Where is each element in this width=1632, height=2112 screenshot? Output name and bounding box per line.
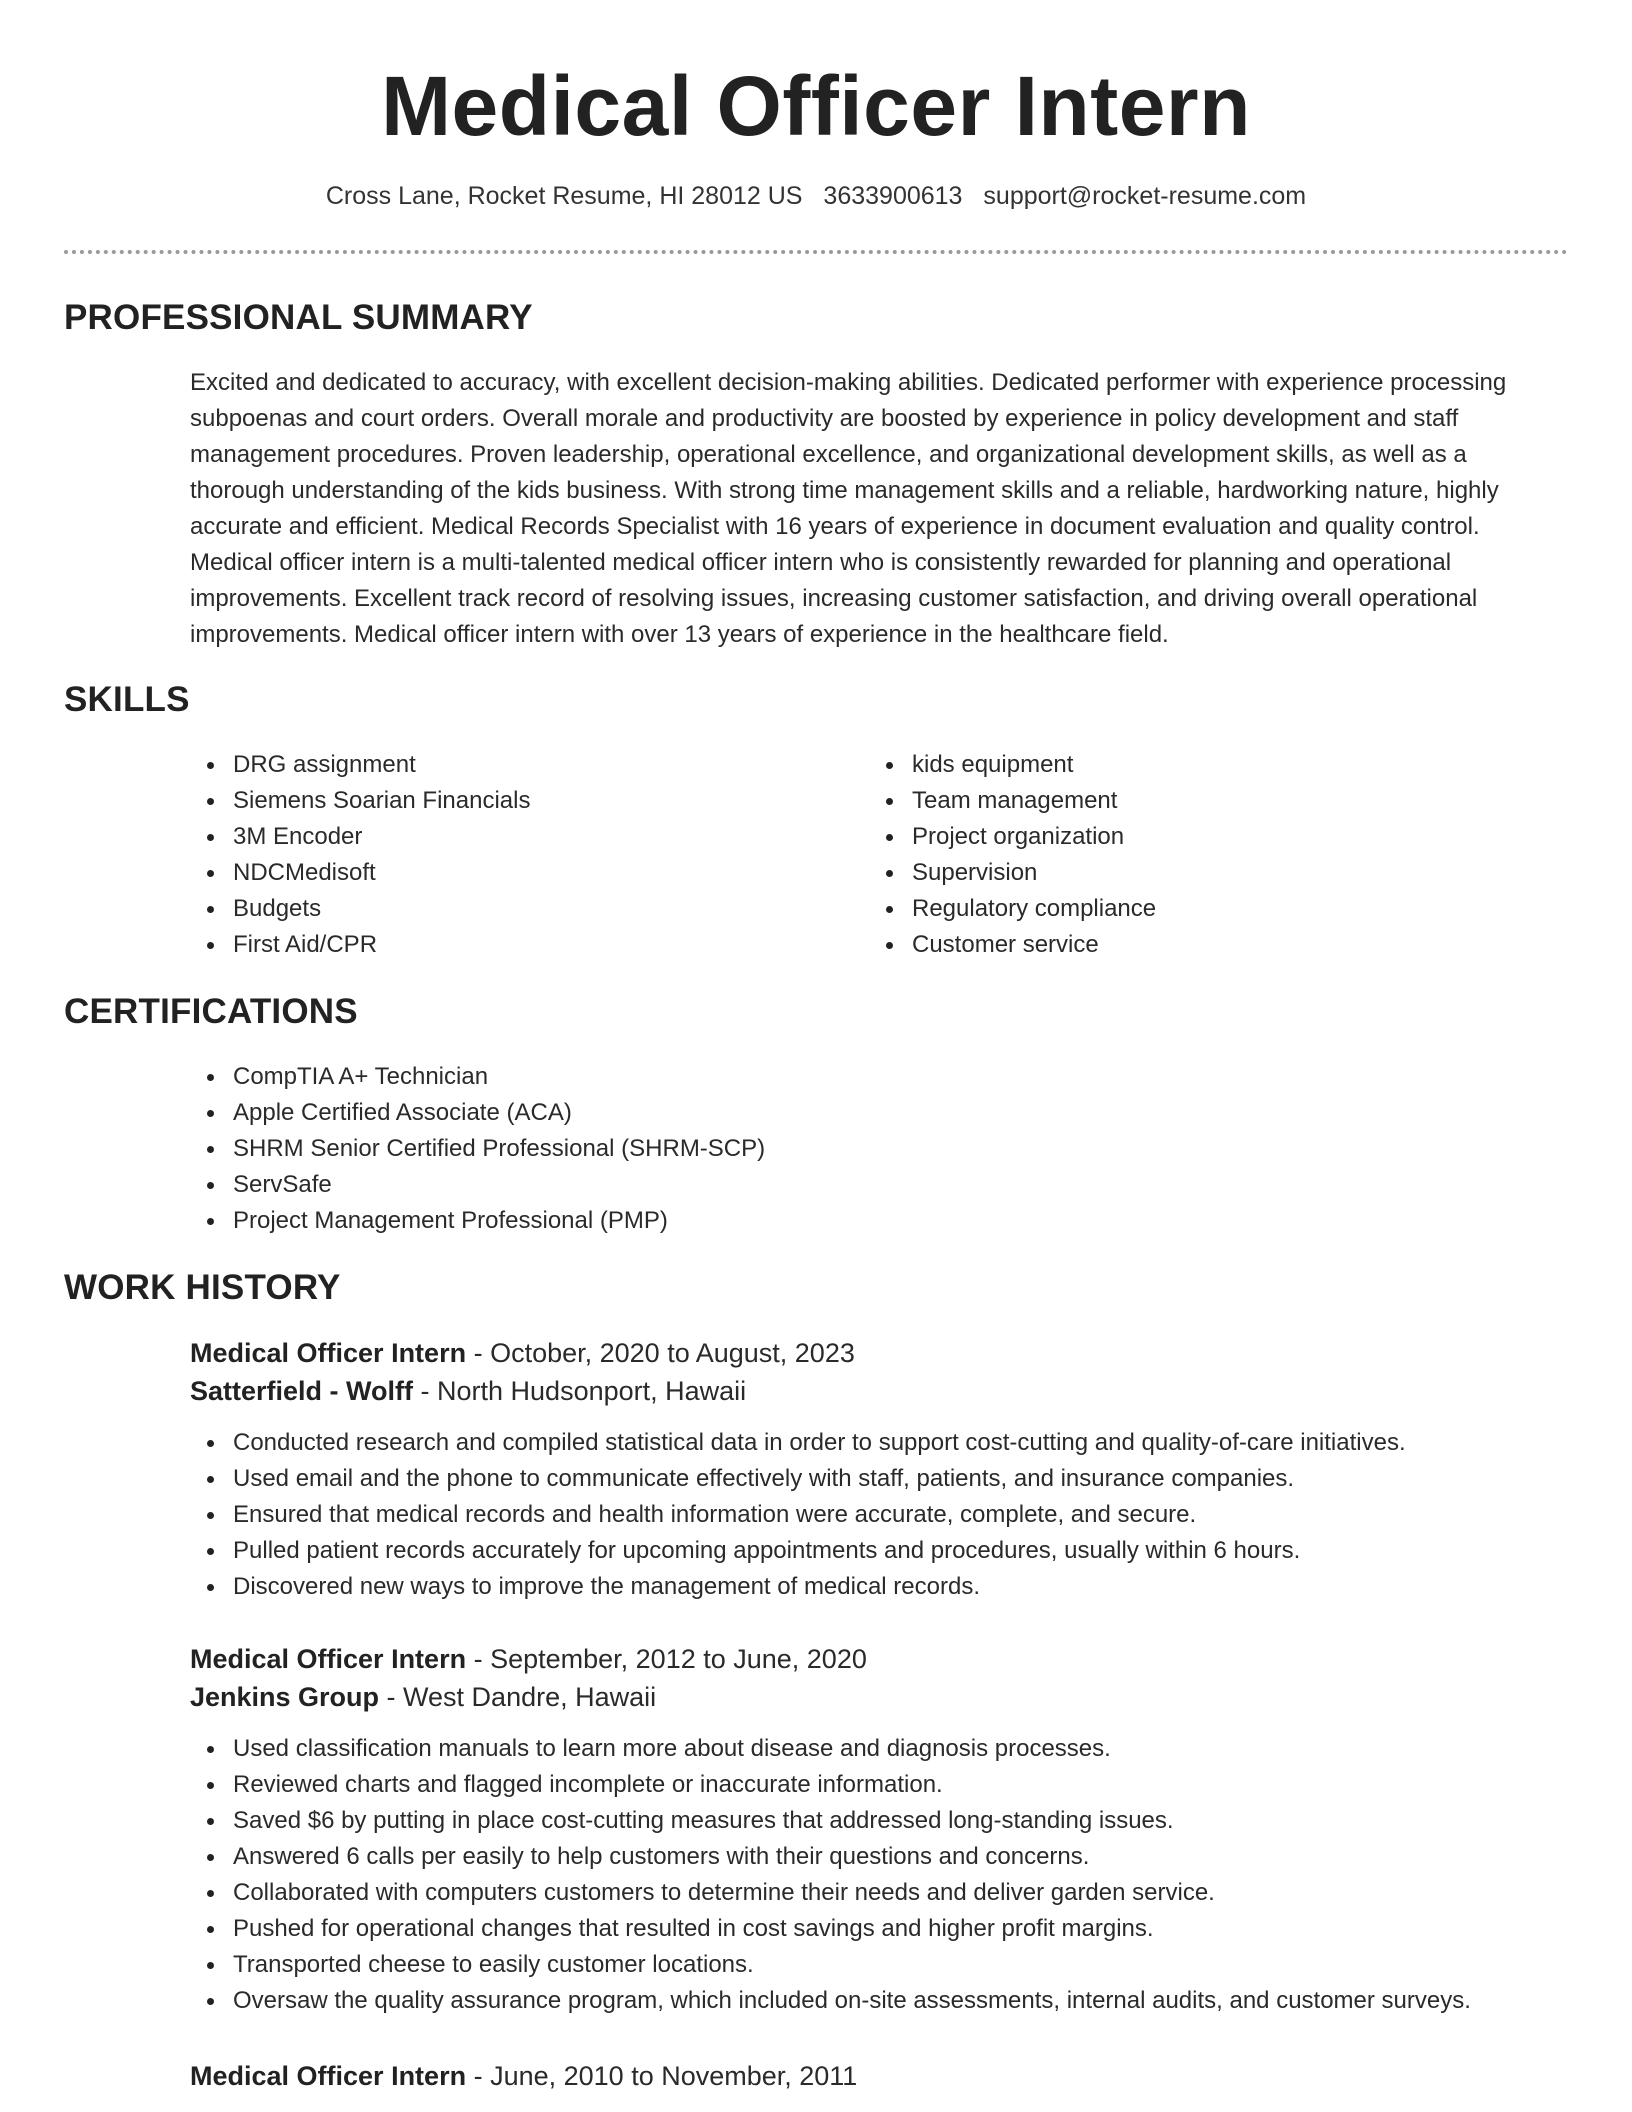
skill-item: Budgets (190, 891, 790, 927)
certification-item: ServSafe (190, 1167, 1190, 1203)
job-company-line (190, 1372, 1568, 1410)
job-bullet: Conducted research and compiled statistical data in order to support cost-cutting and quality-of-care initiatives. (190, 1425, 1568, 1461)
job-bullet: Ensured that medical records and health information were accurate, complete, and secure. (190, 1497, 1568, 1533)
job-title-line (190, 2057, 1568, 2095)
job-bullet: Saved $6 by putting in place cost-cutting measures that addressed long-standing issues. (190, 1803, 1568, 1839)
summary-heading: PROFESSIONAL SUMMARY (64, 298, 533, 337)
skills-list-right (869, 747, 1469, 963)
job-bullet: Discovered new ways to improve the management of medical records. (190, 1569, 1568, 1605)
job-dates: - June, 2010 to November, 2011 (466, 2061, 858, 2091)
job-bullet: Pushed for operational changes that resulted in cost savings and higher profit margins. (190, 1911, 1568, 1947)
certification-item: Project Management Professional (PMP) (190, 1203, 1190, 1239)
summary-line: subpoenas and court orders. Overall morale and productivity are boosted by experience in policy development and staff (190, 405, 1459, 432)
contact-email[interactable]: support@rocket-resume.com (983, 182, 1307, 210)
header-divider (64, 250, 1568, 254)
job-entry (190, 1334, 1568, 1605)
work-history-heading: WORK HISTORY (64, 1268, 341, 1307)
summary-line: improvements. Medical officer intern with over 13 years of experience in the healthcare field. (190, 621, 1169, 648)
skill-item: Team management (869, 783, 1469, 819)
certifications-heading: CERTIFICATIONS (64, 992, 358, 1031)
skill-item: NDCMedisoft (190, 855, 790, 891)
summary-text (190, 365, 1568, 653)
job-bullet: Reviewed charts and flagged incomplete or inaccurate information. (190, 1767, 1568, 1803)
job-bullet: Oversaw the quality assurance program, which included on-site assessments, internal audits, and customer surveys. (190, 1983, 1568, 2019)
job-bullets (190, 1425, 1568, 1605)
skill-item: First Aid/CPR (190, 927, 790, 963)
job-company: Satterfield - Wolff (190, 1376, 414, 1406)
job-bullet: Pulled patient records accurately for upcoming appointments and procedures, usually within 6 hours. (190, 1533, 1568, 1569)
job-bullet: Transported cheese to easily customer locations. (190, 1947, 1568, 1983)
summary-line: management procedures. Proven leadership, operational excellence, and organizational development skills, as well as a (190, 441, 1467, 468)
job-role: Medical Officer Intern (190, 2061, 467, 2091)
candidate-name: Medical Officer Intern (381, 59, 1251, 153)
job-role: Medical Officer Intern (190, 1644, 467, 1674)
summary-line: Medical officer intern is a multi-talented medical officer intern who is consistently rewarded for planning and operational (190, 549, 1452, 576)
certifications-list (190, 1059, 1190, 1239)
job-entry (190, 2057, 1568, 2095)
job-bullet: Used email and the phone to communicate effectively with staff, patients, and insurance companies. (190, 1461, 1568, 1497)
job-title-line (190, 1640, 1568, 1678)
skill-item: Supervision (869, 855, 1469, 891)
job-bullet: Answered 6 calls per easily to help customers with their questions and concerns. (190, 1839, 1568, 1875)
contact-phone: 3633900613 (823, 182, 963, 210)
certification-item: Apple Certified Associate (ACA) (190, 1095, 1190, 1131)
contact-line (0, 182, 1632, 211)
summary-line: improvements. Excellent track record of resolving issues, increasing customer satisfaction, and driving overall operational (190, 585, 1478, 612)
job-dates: - October, 2020 to August, 2023 (466, 1338, 855, 1368)
job-location: - North Hudsonport, Hawaii (413, 1376, 747, 1406)
certification-item: SHRM Senior Certified Professional (SHRM-SCP) (190, 1131, 1190, 1167)
summary-line: Excited and dedicated to accuracy, with excellent decision-making abilities. Dedicated performer with experience processing (190, 369, 1507, 396)
job-location: - West Dandre, Hawaii (379, 1682, 657, 1712)
job-entry (190, 1640, 1568, 2019)
job-dates: - September, 2012 to June, 2020 (466, 1644, 867, 1674)
job-bullets (190, 1731, 1568, 2019)
skills-list-left (190, 747, 790, 963)
certification-item: CompTIA A+ Technician (190, 1059, 1190, 1095)
skill-item: 3M Encoder (190, 819, 790, 855)
skill-item: Project organization (869, 819, 1469, 855)
job-role: Medical Officer Intern (190, 1338, 467, 1368)
skill-item: Siemens Soarian Financials (190, 783, 790, 819)
contact-address: Cross Lane, Rocket Resume, HI 28012 US (325, 182, 803, 210)
summary-line: accurate and efficient. Medical Records Specialist with 16 years of experience in document evaluation and quality control. (190, 513, 1480, 540)
job-bullet: Collaborated with computers customers to determine their needs and deliver garden service. (190, 1875, 1568, 1911)
job-company: Jenkins Group (190, 1682, 380, 1712)
job-title-line (190, 1334, 1568, 1372)
job-bullet: Used classification manuals to learn more about disease and diagnosis processes. (190, 1731, 1568, 1767)
skill-item: Regulatory compliance (869, 891, 1469, 927)
job-company-line (190, 1678, 1568, 1716)
skill-item: DRG assignment (190, 747, 790, 783)
summary-line: thorough understanding of the kids business. With strong time management skills and a reliable, hardworking nature, highly (190, 477, 1499, 504)
skill-item: Customer service (869, 927, 1469, 963)
skills-heading: SKILLS (64, 680, 190, 719)
skill-item: kids equipment (869, 747, 1469, 783)
